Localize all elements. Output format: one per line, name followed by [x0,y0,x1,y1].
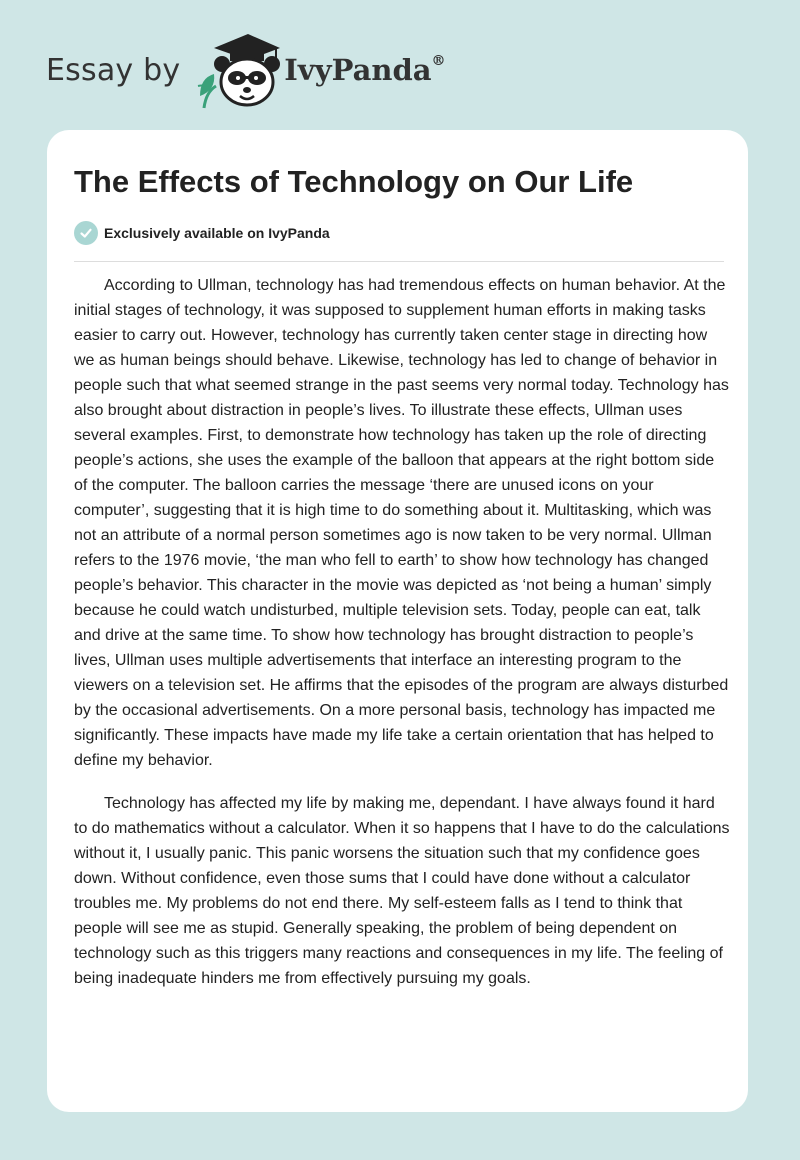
essay-card [47,130,748,1112]
essay-by-label: Essay by [46,52,181,88]
paragraph: Technology has affected my life by making me, dependant. I have always found it hard to do mathematics without a calculator. When it so happens that I have to do the calculations without it, I usually panic. This panic worsens the situation such that my confidence goes down. Without confidence, even those sums that I could have done without a calculator troubles me. My problems do not end there. My self-esteem falls as I tend to think that people will see me as stupid. Generally speaking, the problem of being dependent on technology such as this triggers many reactions and consequences in my life. The feeling of being inadequate hinders me from effectively pursuing my goals. [74,795,730,987]
panda-graduate-icon [196,30,280,110]
site-header [46,30,446,110]
essay-body [74,273,730,1009]
essay-title: The Effects of Technology on Our Life [74,164,634,199]
exclusive-badge [74,221,330,245]
ivypanda-logo-text: IvyPanda® [284,53,446,87]
exclusive-badge-text: Exclusively available on IvyPanda [104,225,330,241]
trademark-symbol: ® [431,53,446,70]
check-circle-icon [74,221,98,245]
divider [74,261,724,262]
paragraph: According to Ullman, technology has had tremendous effects on human behavior. At the initial stages of technology, it was supposed to supplement human efforts in making tasks easier to carry out. However, technology has currently taken center stage in directing how we as human beings should behave. Likewise, technology has led to change of behavior in people such that what seemed strange in the past seems very normal today. Technology has also brought about distraction in people’s lives. To illustrate these effects, Ullman uses several examples. First, to demonstrate how technology has taken up the role of directing people’s actions, she uses the example of the balloon that appears at the right bottom side of the computer. The balloon carries the message ‘there are unused icons on your computer’, suggesting that it is high time to do something about it. Multitasking, which was not an attribute of a normal person sometimes ago is now taken to be very normal. Ullman refers to the 1976 movie, ‘the man who fell to earth’ to show how technology has changed people’s behavior. This character in the movie was depicted as ‘not being a human’ simply because he could watch undisturbed, multiple television sets. Today, people can eat, talk and drive at the same time. To show how technology has brought distraction to people’s lives, Ullman uses multiple advertisements that interface an interesting program to the viewers on a television set. He affirms that the episodes of the program are always disturbed by the occasional advertisements. On a more personal basis, technology has impacted me significantly. These impacts have made my life take a certain orientation that has helped to define my behavior. [74,277,729,769]
